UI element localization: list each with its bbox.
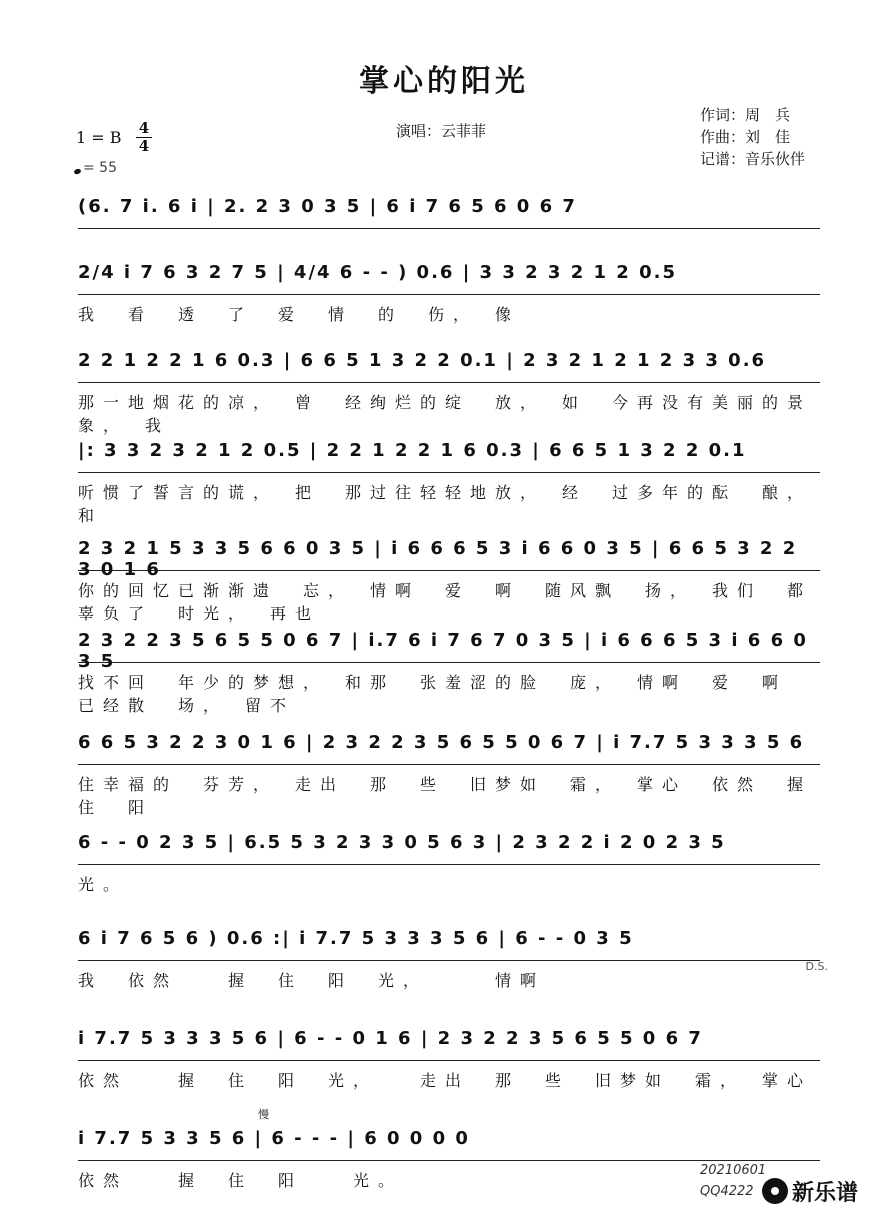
lyrics-line: 我 依然 握 住 阳 光， 情啊	[78, 971, 546, 990]
lyrics-line: 光。	[78, 875, 129, 894]
lyrics-line: 依然 握 住 阳 光， 走出 那 些 旧梦如 霜， 掌心	[78, 1071, 813, 1090]
notation-line: 2 3 2 2 3 5 6 5 5 0 6 7 | i.7 6 i 7 6 7 0 3 5 | i 6 6 6 5 3 i 6 6 0 3 5	[78, 626, 820, 663]
singer-credit: 演唱：云菲菲	[396, 122, 487, 140]
transcriber-credit: 记谱：音乐伙伴	[700, 150, 806, 168]
tempo-value: = 55	[83, 160, 117, 176]
lyrics-line: 住幸福的 芬芳， 走出 那 些 旧梦如 霜， 掌心 依然 握 住 阳	[78, 775, 838, 817]
slow-marking: 慢	[258, 1108, 269, 1121]
site-logo	[762, 1176, 880, 1206]
lyrics-line: 那一地烟花的凉， 曾 经绚烂的绽 放， 如 今再没有美丽的景象， 我	[78, 393, 813, 435]
lyrics-line: 听惯了誓言的谎， 把 那过往轻轻地放， 经 过多年的酝 酿， 和	[78, 483, 830, 525]
date-stamp: 20210601	[700, 1163, 767, 1178]
key-signature: 1 = B	[76, 128, 122, 147]
notation-line: 2 3 2 1 5 3 3 5 6 6 0 3 5 | i 6 6 6 5 3 i 6 6 0 3 5 | 6 6 5 3 2 2 3 0 1 6	[78, 534, 820, 571]
notation-line: 6 i 7 6 5 6 ) 0.6 :| i 7.7 5 3 3 3 5 6 | 6 - - 0 3 5	[78, 924, 820, 961]
notation-line: i 7.7 5 3 3 3 5 6 | 6 - - 0 1 6 | 2 3 2 2 3 5 6 5 5 0 6 7	[78, 1024, 820, 1061]
notation-line: 6 - - 0 2 3 5 | 6.5 5 3 2 3 3 0 5 6 3 | 2 3 2 2 i 2 0 2 3 5	[78, 828, 820, 865]
tempo-marking	[74, 160, 117, 176]
composer-credit: 作曲：刘 佳	[700, 128, 791, 146]
quarter-note-icon	[73, 168, 81, 175]
notation-line: (6. 7 i. 6 i | 2. 2 3 0 3 5 | 6 i 7 6 5 6 0 6 7	[78, 192, 820, 229]
qq-stamp: QQ4222	[700, 1184, 754, 1199]
lyrics-line: 依然 握 住 阳 光。	[78, 1171, 404, 1190]
notation-line: i 7.7 5 3 3 5 6 | 6 - - - | 6 0 0 0 0	[78, 1124, 820, 1161]
lyrics-line: 我 看 透 了 爱 情 的 伤， 像	[78, 305, 521, 324]
lyricist-credit: 作词：周 兵	[700, 106, 791, 124]
logo-text: 新乐谱	[792, 1181, 859, 1206]
time-denominator: 4	[136, 137, 152, 155]
time-signature	[136, 120, 152, 155]
notation-line: 6 6 5 3 2 2 3 0 1 6 | 2 3 2 2 3 5 6 5 5 0 6 7 | i 7.7 5 3 3 3 5 6	[78, 728, 820, 765]
record-disc-icon	[762, 1178, 788, 1204]
credits-block	[700, 104, 805, 170]
lyrics-line: 找不回 年少的梦想， 和那 张羞涩的脸 庞， 情啊 爱 啊 已经散 场， 留不	[78, 673, 813, 715]
notation-line: 2/4 i 7 6 3 2 7 5 | 4/4 6 - - ) 0.6 | 3 3 2 3 2 1 2 0.5	[78, 258, 820, 295]
notation-line: |: 3 3 2 3 2 1 2 0.5 | 2 2 1 2 2 1 6 0.3 | 6 6 5 1 3 2 2 0.1	[78, 436, 820, 473]
ds-marking: D.S.	[805, 960, 828, 973]
notation-line: 2 2 1 2 2 1 6 0.3 | 6 6 5 1 3 2 2 0.1 | 2 3 2 1 2 1 2 3 3 0.6	[78, 346, 820, 383]
lyrics-line: 你的回忆已渐渐遗 忘， 情啊 爱 啊 随风飘 扬， 我们 都辜负了 时光， 再也	[78, 581, 813, 623]
score-title: 掌心的阳光	[359, 64, 529, 99]
time-numerator: 4	[138, 119, 150, 137]
